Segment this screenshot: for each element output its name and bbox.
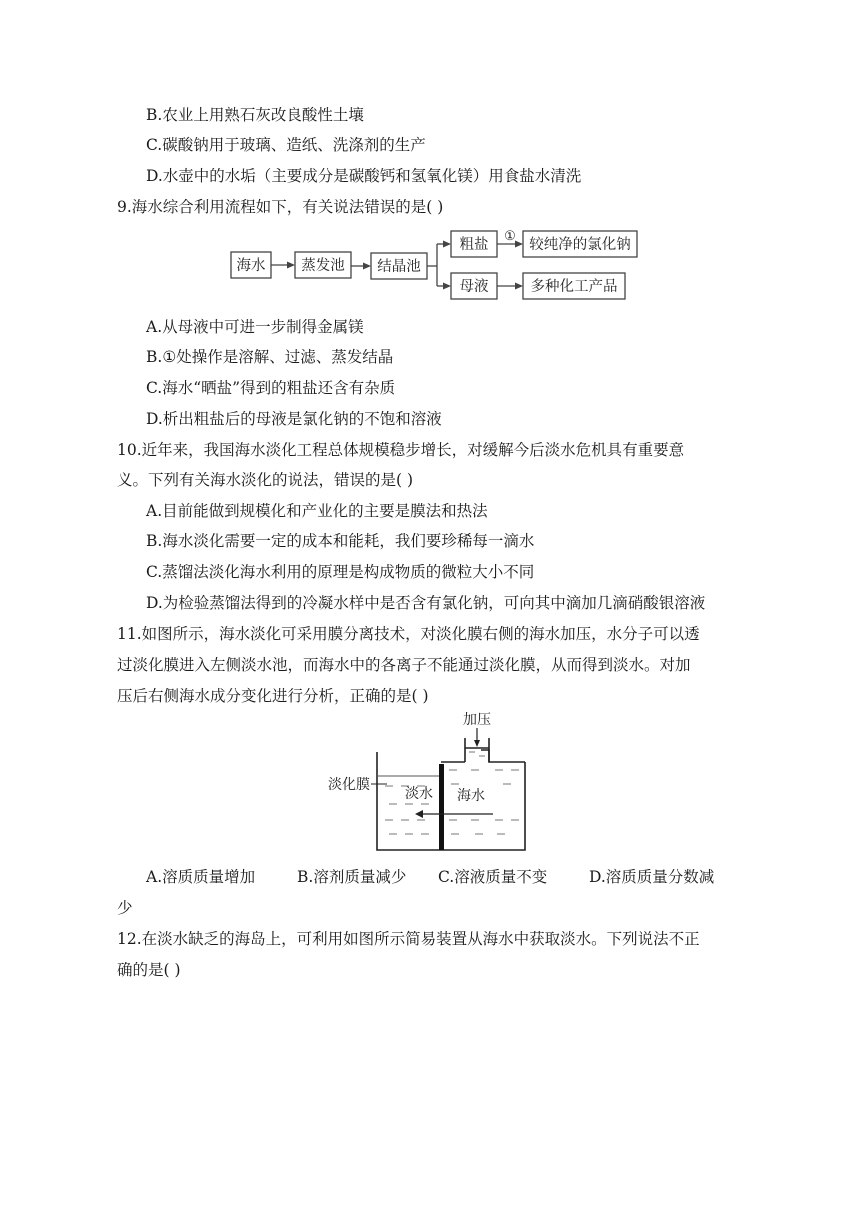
flow-label-mother-liquor: 母液: [459, 279, 489, 295]
flow-label-pure-nacl: 较纯净的氯化钠: [529, 237, 631, 253]
flow-label-seawater: 海水: [236, 258, 266, 274]
pressure-label: 加压: [463, 712, 491, 728]
q9-option-c: C.海水“晒盐”得到的粗盐还含有杂质: [146, 379, 396, 397]
q10-option-c: C.蒸馏法淡化海水利用的原理是构成物质的微粒大小不同: [146, 563, 535, 581]
q11-membrane-figure: [325, 712, 535, 854]
q10-stem-line1: 10.近年来，我国海水淡化工程总体规模稳步增长，对缓解今后淡水危机具有重要意: [117, 441, 685, 459]
q11-stem-line3: 压后右侧海水成分变化进行分析，正确的是( ): [117, 687, 429, 705]
q11-option-d: D.溶质质量分数减: [589, 868, 715, 886]
q11-option-c: C.溶液质量不变: [438, 868, 548, 886]
q11-option-d-cont: 少: [117, 899, 133, 917]
q10-option-d: D.为检验蒸馏法得到的冷凝水样中是否含有氯化钠，可向其中滴加几滴硝酸银溶液: [146, 594, 706, 612]
q11-stem-line2: 过淡化膜进入左侧淡水池，而海水中的各离子不能通过淡化膜，从而得到淡水。对加: [117, 656, 691, 674]
fresh-water-label: 淡水: [405, 786, 433, 802]
q9-stem: 9.海水综合利用流程如下，有关说法错误的是( ): [117, 198, 444, 216]
q9-option-d: D.析出粗盐后的母液是氯化钠的不饱和溶液: [146, 410, 442, 428]
q8-option-d: D.水壶中的水垢（主要成分是碳酸钙和氢氧化镁）用食盐水清洗: [146, 167, 582, 185]
flow-label-evaporation-pond: 蒸发池: [301, 258, 345, 274]
q11-option-b: B.溶剂质量减少: [297, 868, 407, 886]
q9-flow-diagram: [225, 226, 645, 304]
membrane-label: 淡化膜: [328, 777, 370, 793]
q9-option-b: B.①处操作是溶解、过滤、蒸发结晶: [146, 348, 394, 366]
q10-option-a: A.目前能做到规模化和产业化的主要是膜法和热法: [146, 502, 488, 520]
q11-stem-line1: 11.如图所示，海水淡化可采用膜分离技术，对淡化膜右侧的海水加压，水分子可以透: [117, 625, 700, 643]
q12-stem-line1: 12.在淡水缺乏的海岛上，可利用如图所示简易装置从海水中获取淡水。下列说法不正: [117, 930, 700, 948]
flow-label-crystallization-pond: 结晶池: [377, 259, 421, 275]
q12-stem-line2: 确的是( ): [117, 961, 181, 979]
q10-option-b: B.海水淡化需要一定的成本和能耗，我们要珍稀每一滴水: [146, 532, 535, 550]
flow-step-marker: ①: [504, 229, 516, 244]
q9-option-a: A.从母液中可进一步制得金属镁: [146, 318, 364, 336]
flow-label-chem-products: 多种化工产品: [530, 279, 618, 295]
q10-stem-line2: 义。下列有关海水淡化的说法，错误的是( ): [117, 471, 414, 489]
seawater-label: 海水: [457, 788, 485, 804]
flow-label-crude-salt: 粗盐: [459, 237, 489, 253]
q8-option-c: C.碳酸钠用于玻璃、造纸、洗涤剂的生产: [146, 136, 426, 154]
membrane-bar: [439, 764, 444, 850]
q11-option-a: A.溶质质量增加: [146, 868, 256, 886]
q8-option-b: B.农业上用熟石灰改良酸性土壤: [146, 106, 364, 124]
